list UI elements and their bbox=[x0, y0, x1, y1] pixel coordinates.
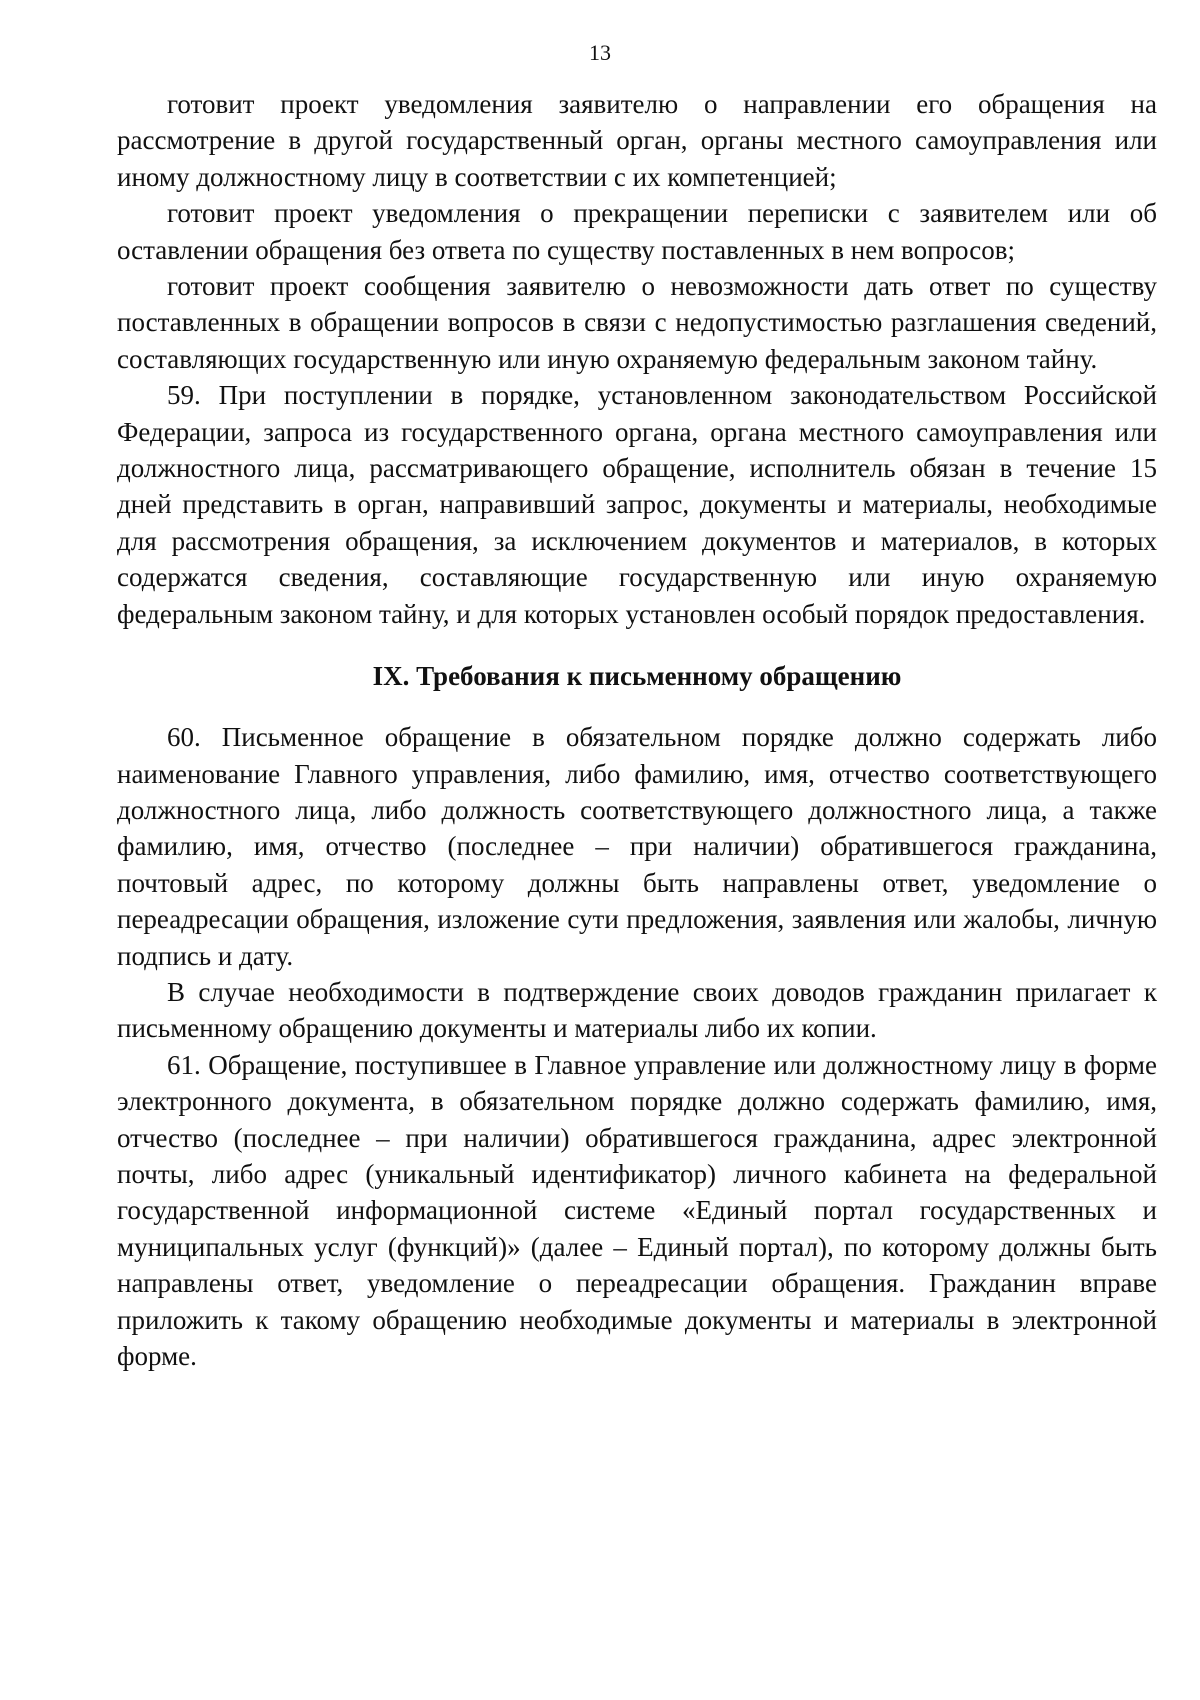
paragraph: В случае необходимости в подтверждение своих доводов гражданин прилагает к письменному обращению документы и материалы либо их копии. bbox=[117, 976, 1157, 1044]
paragraph: готовит проект сообщения заявителю о невозможности дать ответ по существу поставленных в обращении вопросов в связи с недопустимостью разглашения сведений, составляющих государственную или иную охраняемую федеральным законом тайну. bbox=[117, 271, 1157, 374]
paragraph: готовит проект уведомления заявителю о направлении его обращения на рассмотрение в другой государственный орган, органы местного самоуправления или иному должностному лицу в соответствии с их компетенцией; bbox=[117, 89, 1157, 192]
paragraph-60: 60. Письменное обращение в обязательном порядке должно содержать либо наименование Главного управления, либо фамилию, имя, отчество соответствующего должностного лица, либо должность соответствующего должностного лица, а также фамилию, имя, отчество (последнее – при наличии) обратившегося гражданина, почтовый адрес, по которому должны быть направлены ответ, уведомление о переадресации обращения, изложение сути предложения, заявления или жалобы, личную подпись и дату. bbox=[117, 722, 1157, 971]
document-body bbox=[117, 86, 1157, 1374]
section-heading: IX. Требования к письменному обращению bbox=[372, 661, 902, 692]
page-number: 13 bbox=[589, 40, 611, 65]
paragraph-61: 61. Обращение, поступившее в Главное управление или должностному лицу в форме электронного документа, в обязательном порядке должно содержать фамилию, имя, отчество (последнее – при наличии) обратившегося гражданина, адрес электронной почты, либо адрес (уникальный идентификатор) личного кабинета на федеральной государственной информационной системе «Единый портал государственных и муниципальных услуг (функций)» (далее – Единый портал), по которому должны быть направлены ответ, уведомление о переадресации обращения. Гражданин вправе приложить к такому обращению необходимые документы и материалы в электронной форме. bbox=[117, 1049, 1157, 1371]
paragraph: готовит проект уведомления о прекращении переписки с заявителем или об оставлении обращения без ответа по существу поставленных в нем вопросов; bbox=[117, 198, 1157, 265]
paragraph-59: 59. При поступлении в порядке, установленном законодательством Российской Федерации, запроса из государственного органа, органа местного самоуправления или должностного лица, рассматривающего обращение, исполнитель обязан в течение 15 дней представить в орган, направивший запрос, документы и материалы, необходимые для рассмотрения обращения, за исключением документов и материалов, в которых содержатся сведения, составляющие государственную или иную охраняемую федеральным законом тайну, и для которых установлен особый порядок предоставления. bbox=[117, 380, 1157, 629]
